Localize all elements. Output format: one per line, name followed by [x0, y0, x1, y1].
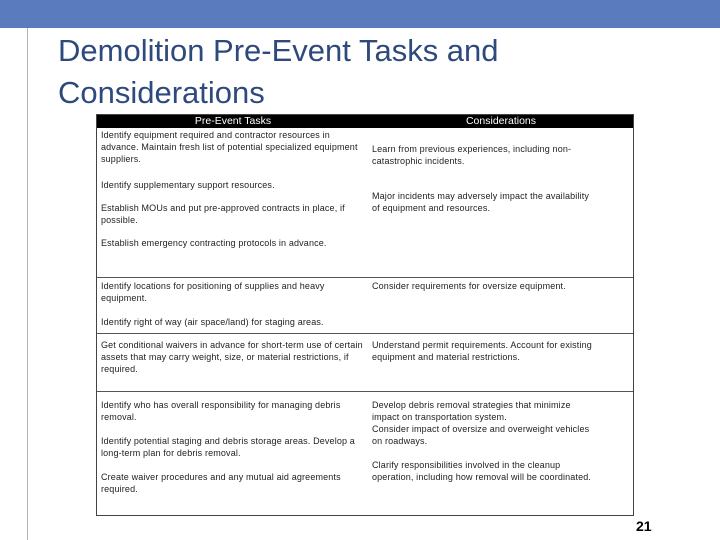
slide-title [58, 30, 678, 114]
task-item: Identify supplementary support resources. [101, 180, 275, 190]
consideration-item: Understand permit requirements. Account for existing equipment and material restrictions. [372, 340, 592, 362]
table-header-row [97, 115, 633, 128]
page-number: 21 [636, 518, 652, 534]
row-divider [97, 333, 633, 334]
top-accent-bar [0, 0, 720, 28]
consideration-item: Consider requirements for oversize equipment. [372, 281, 566, 291]
task-item: Identify who has overall responsibility for managing debris removal. [101, 400, 341, 422]
header-considerations: Considerations [465, 115, 537, 127]
slide-title-line-1: Demolition Pre-Event Tasks and [58, 33, 499, 68]
header-pre-event-tasks: Pre-Event Tasks [194, 115, 272, 127]
consideration-item: Clarify responsibilities involved in the cleanup operation, including how removal will be coordinated. [372, 460, 592, 482]
consideration-item: Consider impact of oversize and overweight vehicles on roadways. [372, 424, 590, 446]
tasks-table [96, 114, 634, 516]
row-divider [97, 391, 633, 392]
task-item: Identify equipment required and contractor resources in advance. Maintain fresh list of potential specialized equipment suppliers. [101, 130, 358, 164]
task-item: Create waiver procedures and any mutual aid agreements required. [101, 472, 341, 494]
task-item: Get conditional waivers in advance for short-term use of certain assets that may carry weight, size, or material restrictions, if required. [101, 340, 363, 374]
task-item: Identify right of way (air space/land) for staging areas. [101, 317, 324, 327]
slide-title-line-2: Considerations [58, 75, 265, 110]
task-item: Identify locations for positioning of supplies and heavy equipment. [101, 281, 325, 303]
consideration-item: Major incidents may adversely impact the availability of equipment and resources. [372, 191, 590, 213]
consideration-item: Develop debris removal strategies that minimize impact on transportation system. [372, 400, 571, 422]
task-item: Establish emergency contracting protocols in advance. [101, 238, 327, 248]
consideration-item: Learn from previous experiences, including non-catastrophic incidents. [372, 144, 572, 166]
task-item: Identify potential staging and debris storage areas. Develop a long-term plan for debris removal. [101, 436, 355, 458]
row-divider [97, 277, 633, 278]
task-item: Establish MOUs and put pre-approved contracts in place, if possible. [101, 203, 345, 225]
left-divider-line [27, 28, 28, 540]
